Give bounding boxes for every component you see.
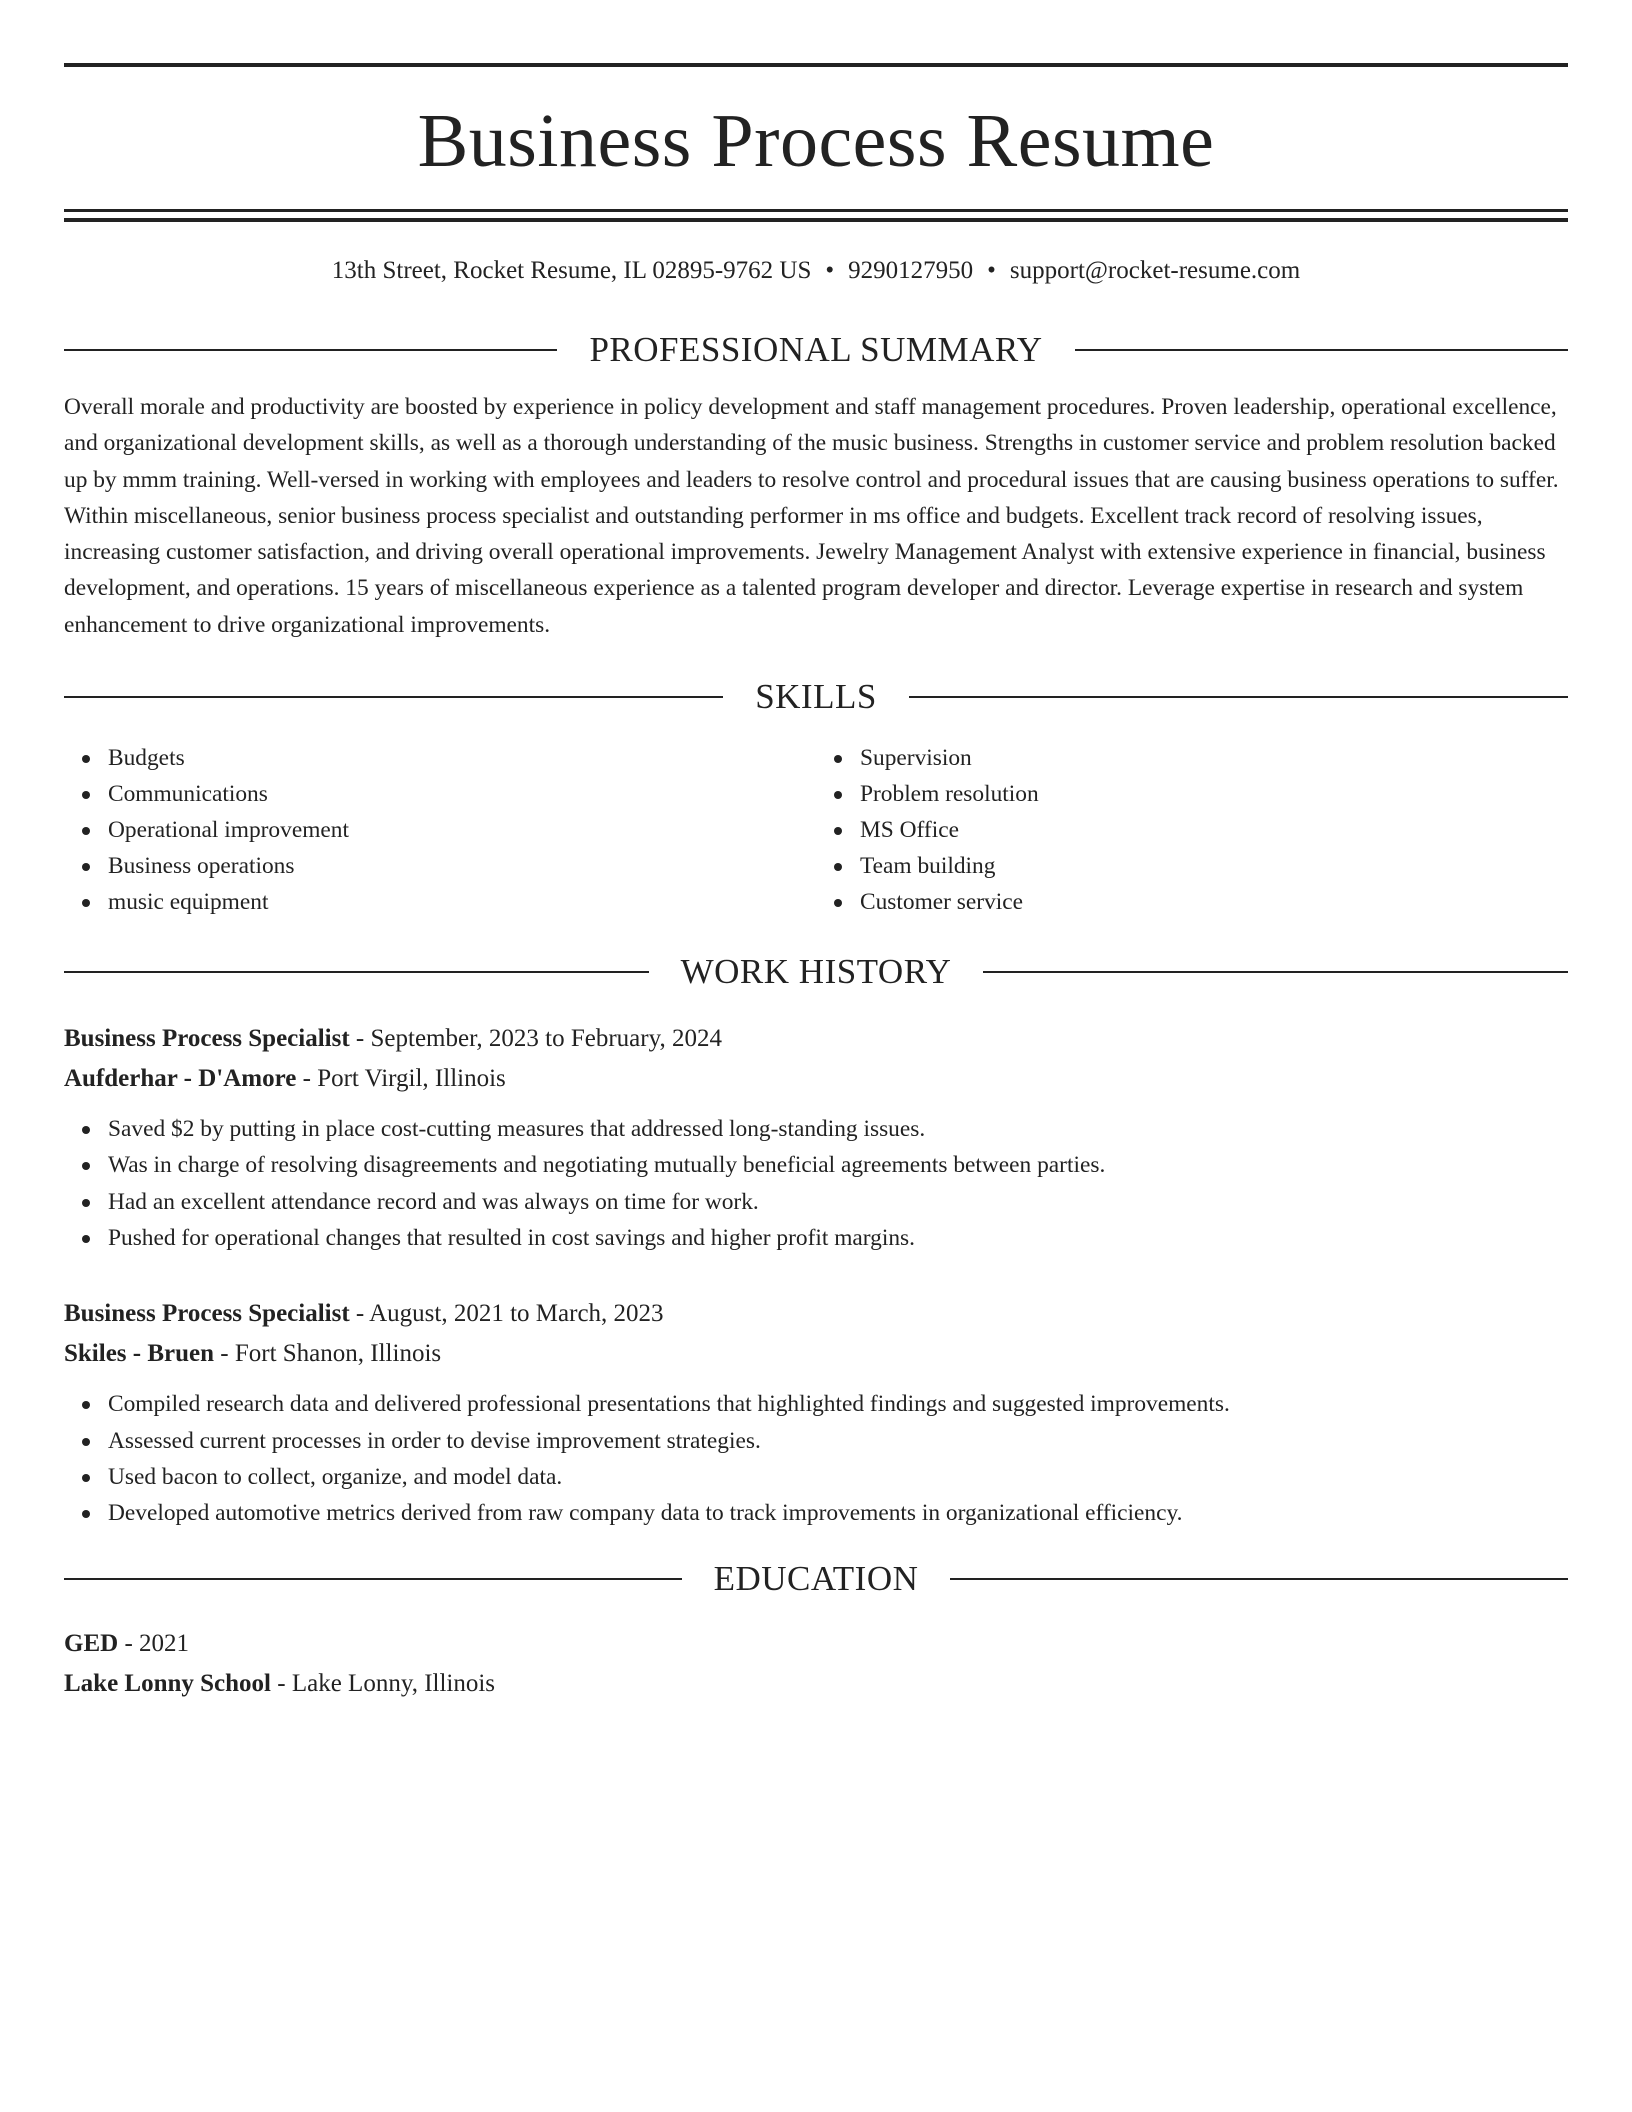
- education-heading-text: EDUCATION: [713, 1559, 919, 1599]
- education-degree-line: [64, 1624, 1568, 1664]
- contact-phone: 9290127950: [848, 257, 974, 284]
- skills-heading: [64, 677, 1568, 717]
- job-bullet: Saved $2 by putting in place cost-cutting measures that addressed long-standing issues.: [108, 1111, 1568, 1147]
- top-rule: [64, 63, 1568, 67]
- job-location: - Port Virgil, Illinois: [296, 1065, 506, 1093]
- skills-list-right: [816, 740, 1568, 920]
- heading-rule-right: [983, 971, 1568, 973]
- job-bullet: Developed automotive metrics derived from raw company data to track improvements in organizational efficiency.: [108, 1495, 1568, 1531]
- heading-rule-right: [1075, 349, 1568, 351]
- job-dates: - August, 2021 to March, 2023: [349, 1300, 664, 1328]
- job-title: Business Process Specialist: [64, 1025, 350, 1053]
- heading-rule-right: [950, 1578, 1568, 1580]
- job-company: Skiles - Bruen: [64, 1340, 215, 1368]
- heading-rule-left: [64, 971, 649, 973]
- contact-line: [64, 256, 1568, 286]
- skill-item: Problem resolution: [860, 776, 1568, 812]
- skill-item: Team building: [860, 848, 1568, 884]
- job-entry: [64, 1294, 1568, 1531]
- title-double-rule: [64, 209, 1568, 222]
- work-history-heading-text: WORK HISTORY: [680, 952, 952, 992]
- education-year: - 2021: [118, 1630, 190, 1658]
- job-location: - Fort Shanon, Illinois: [214, 1340, 442, 1368]
- skill-item: music equipment: [108, 884, 816, 920]
- education-school: Lake Lonny School: [64, 1670, 272, 1698]
- skill-item: Customer service: [860, 884, 1568, 920]
- skills-heading-text: SKILLS: [755, 677, 877, 717]
- job-bullet-list: [64, 1111, 1568, 1256]
- skills-list-left: [64, 740, 816, 920]
- summary-heading-text: PROFESSIONAL SUMMARY: [589, 330, 1043, 369]
- skills-grid: [64, 740, 1568, 920]
- skill-item: Business operations: [108, 848, 816, 884]
- skill-item: Communications: [108, 776, 816, 812]
- skill-item: MS Office: [860, 812, 1568, 848]
- heading-rule-left: [64, 1578, 682, 1580]
- skill-item: Supervision: [860, 740, 1568, 776]
- job-bullet: Pushed for operational changes that resulted in cost savings and higher profit margins.: [108, 1220, 1568, 1256]
- education-heading: [64, 1559, 1568, 1599]
- summary-text: Overall morale and productivity are boosted by experience in policy development and staff management procedures. Proven leadership, operational excellence, and organizational development skills, as well as a thorough understanding of the music business. Strengths in customer service and problem resolution backed up by mmm training. Well-versed in working with employees and leaders to resolve control and procedural issues that are causing business operations to suffer. Within miscellaneous, senior business process specialist and outstanding performer in ms office and budgets. Excellent track record of resolving issues, increasing customer satisfaction, and driving overall operational improvements. Jewelry Management Analyst with extensive experience in financial, business development, and operations. 15 years of miscellaneous experience as a talented program developer and director. Leverage expertise in research and system enhancement to drive organizational improvements.: [64, 394, 1559, 638]
- job-dates: - September, 2023 to February, 2024: [349, 1025, 722, 1053]
- education-school-line: [64, 1664, 1568, 1704]
- heading-rule-left: [64, 696, 723, 698]
- job-company-line: [64, 1334, 1568, 1374]
- summary-heading: [64, 332, 1568, 367]
- education-location: - Lake Lonny, Illinois: [271, 1670, 496, 1698]
- contact-separator: •: [987, 257, 996, 284]
- job-bullet-list: [64, 1386, 1568, 1531]
- resume-title: Business Process Resume: [417, 99, 1215, 183]
- job-bullet: Assessed current processes in order to devise improvement strategies.: [108, 1423, 1568, 1459]
- job-entry: [64, 1019, 1568, 1256]
- work-history-heading: [64, 952, 1568, 992]
- heading-rule-left: [64, 349, 557, 351]
- education-degree: GED: [64, 1630, 119, 1658]
- heading-rule-right: [909, 696, 1568, 698]
- contact-separator: •: [825, 257, 835, 284]
- job-bullet: Was in charge of resolving disagreements and negotiating mutually beneficial agreements between parties.: [108, 1147, 1568, 1183]
- contact-email: support@rocket-resume.com: [1009, 257, 1301, 284]
- skill-item: Operational improvement: [108, 812, 816, 848]
- job-bullet: Used bacon to collect, organize, and model data.: [108, 1459, 1568, 1495]
- education-entry: [64, 1624, 1568, 1704]
- job-bullet: Compiled research data and delivered professional presentations that highlighted findings and suggested improvements.: [108, 1386, 1568, 1422]
- job-company-line: [64, 1059, 1568, 1099]
- job-company: Aufderhar - D'Amore: [64, 1065, 297, 1093]
- job-title-line: [64, 1019, 1568, 1059]
- job-bullet: Had an excellent attendance record and was always on time for work.: [108, 1184, 1568, 1220]
- job-title-line: [64, 1294, 1568, 1334]
- skill-item: Budgets: [108, 740, 816, 776]
- contact-address: 13th Street, Rocket Resume, IL 02895-9762 US: [331, 257, 812, 284]
- job-title: Business Process Specialist: [64, 1300, 350, 1328]
